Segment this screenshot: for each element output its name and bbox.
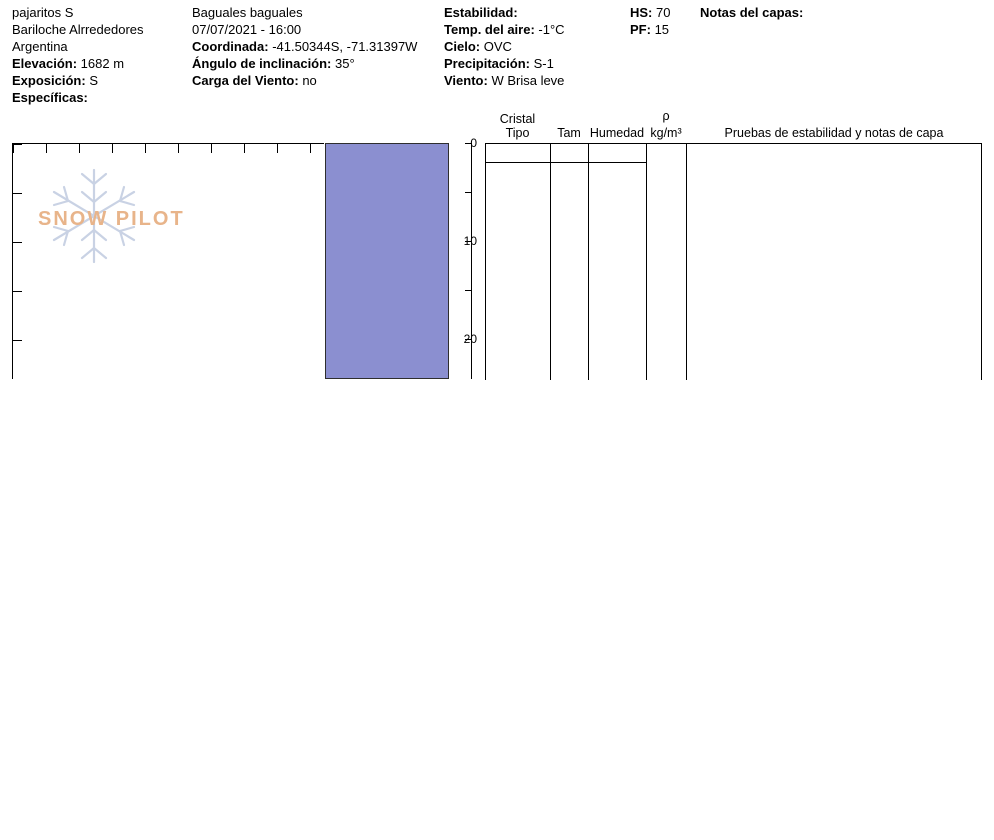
aspect-field: [12, 72, 192, 89]
incline-label: Ángulo de inclinación:: [192, 56, 332, 71]
airtemp-label: Temp. del aire:: [444, 22, 535, 37]
depth-axis: [449, 136, 485, 379]
airtemp-field: [444, 21, 644, 38]
location-country: Argentina: [12, 39, 68, 54]
windload-value: no: [302, 73, 317, 88]
temperature-tick: [13, 242, 22, 243]
snow-layer-column: [325, 143, 449, 379]
hs-value: 70: [656, 5, 671, 20]
hs-field: [630, 4, 700, 21]
stability-field: [444, 4, 644, 21]
hardness-tick: [145, 144, 146, 153]
hardness-tick: [244, 144, 245, 153]
temperature-tick: [13, 291, 22, 292]
sky-field: [444, 38, 644, 55]
conditions-column: [444, 4, 644, 89]
column-header-pruebas: Pruebas de estabilidad y notas de capa: [724, 126, 944, 140]
hardness-tick: [79, 144, 80, 153]
precip-label: Precipitación:: [444, 56, 530, 71]
site-name: Baguales baguales: [192, 5, 303, 20]
windload-label: Carga del Viento:: [192, 73, 299, 88]
wind-label: Viento:: [444, 73, 488, 88]
elevation-field: [12, 55, 192, 72]
elevation-label: Elevación:: [12, 56, 78, 71]
location-region: Bariloche Alrrededores: [12, 22, 144, 37]
windload-field: [192, 72, 442, 89]
wind-value: W Brisa leve: [491, 73, 565, 88]
airtemp-value: -1°C: [538, 22, 565, 37]
hardness-tick: [211, 144, 212, 153]
depth-tick-label: 20: [463, 332, 477, 346]
column-header-tipo: Tipo: [505, 126, 530, 140]
column-subheader-densidad: ρ: [662, 109, 670, 123]
elevation-value: 1682 m: [80, 56, 125, 71]
temperature-tick: [13, 340, 22, 341]
row-separator: [485, 162, 646, 163]
site-column: [192, 4, 442, 89]
table-column-humedad: [588, 144, 646, 380]
location-name: pajaritos S: [12, 5, 74, 20]
table-column-tam: [550, 144, 588, 380]
depth-tick-label: 10: [463, 234, 477, 248]
aspect-label: Exposición:: [12, 73, 86, 88]
incline-value: 35°: [335, 56, 355, 71]
layer-notes-title: Notas del capas:: [700, 5, 804, 20]
coordinates-field: [192, 38, 442, 55]
aspect-value: S: [89, 73, 98, 88]
precip-value: S-1: [533, 56, 554, 71]
depth-tick: [465, 290, 472, 291]
incline-field: [192, 55, 442, 72]
layer-notes-body: [700, 21, 990, 38]
hardness-tick: [178, 144, 179, 153]
depth-column: [630, 4, 700, 38]
specifics-label: Específicas:: [12, 90, 88, 105]
depth-tick: [465, 192, 472, 193]
hardness-tick: [277, 144, 278, 153]
hardness-tick: [13, 144, 14, 153]
column-subheader-tipo: Cristal: [499, 112, 536, 126]
table-column-densidad: [646, 144, 686, 380]
pf-label: PF:: [630, 22, 651, 37]
depth-tick-label: 0: [470, 136, 477, 150]
temperature-tick: [13, 144, 22, 145]
precip-field: [444, 55, 644, 72]
stability-label: Estabilidad:: [444, 5, 518, 20]
table-column-tipo: [485, 144, 550, 380]
hardness-tick: [310, 144, 311, 153]
wind-field: [444, 72, 644, 89]
coordinates-label: Coordinada:: [192, 39, 269, 54]
fieldbook-header: [0, 0, 994, 112]
watermark-text: SNOW PILOT: [38, 208, 185, 230]
hardness-temperature-panel: [12, 143, 324, 379]
temperature-tick: [13, 193, 22, 194]
hardness-tick: [112, 144, 113, 153]
pf-field: [630, 21, 700, 38]
pf-value: 15: [654, 22, 670, 37]
hs-label: HS:: [630, 5, 653, 20]
layer-notes-column: [700, 4, 990, 38]
location-column: [12, 4, 192, 106]
coordinates-value: -41.50344S, -71.31397W: [272, 39, 418, 54]
table-column-pruebas: [686, 144, 982, 380]
hardness-tick: [46, 144, 47, 153]
crystal-density-table: [485, 143, 982, 379]
column-header-humedad: Humedad: [589, 126, 645, 140]
column-header-tam: Tam: [557, 126, 581, 140]
column-header-densidad: kg/m³: [650, 126, 682, 140]
observation-datetime: 07/07/2021 - 16:00: [192, 22, 302, 37]
snow-profile-graph: [0, 109, 994, 382]
sky-label: Cielo:: [444, 39, 481, 54]
specifics-field: [12, 89, 192, 106]
sky-value: OVC: [483, 39, 512, 54]
